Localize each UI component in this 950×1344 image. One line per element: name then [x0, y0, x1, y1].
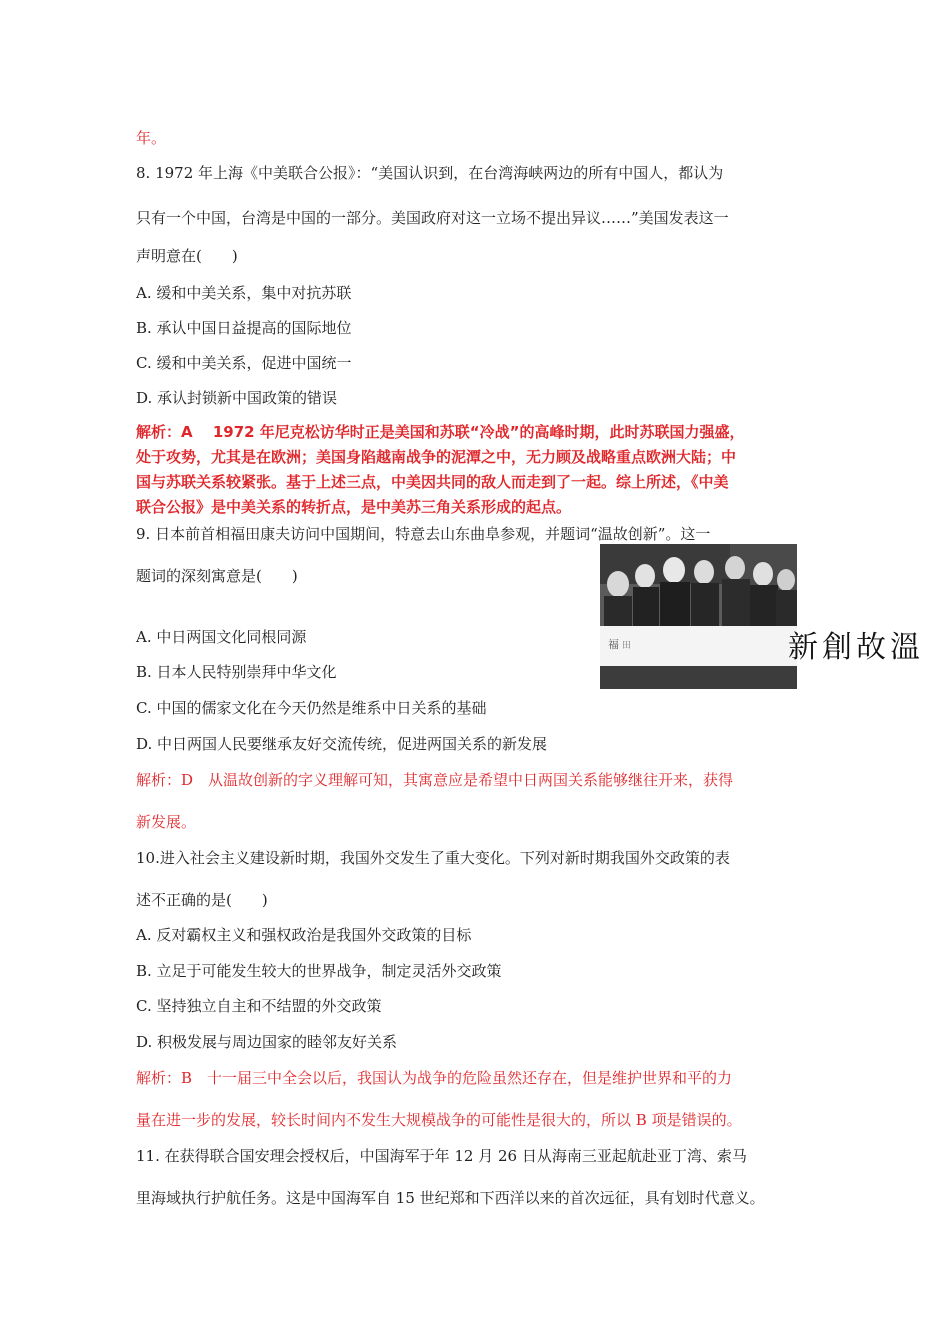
photo-illustration — [600, 544, 924, 689]
answer-8-line: 解析：A 1972 年尼克松访华时正是美国和苏联“冷战”的高峰时期，此时苏联国力强盛， — [136, 423, 745, 441]
text-line: 年。 — [136, 129, 167, 147]
option-a: A. 反对霸权主义和强权政治是我国外交政策的目标 — [136, 926, 472, 944]
option-d: D. 积极发展与周边国家的睦邻友好关系 — [136, 1033, 398, 1051]
option-c: C. 中国的儒家文化在今天仍然是维系中日关系的基础 — [136, 699, 487, 717]
banner-text: 溫故創新 — [788, 630, 924, 665]
option-d: D. 中日两国人民要继承友好交流传统，促进两国关系的新发展 — [136, 735, 548, 753]
answer-8-line: 国与苏联关系较紧张。基于上述三点，中美因共同的敌人而走到了一起。综上所述，《中美 — [136, 473, 729, 491]
question-8-line: 8. 1972 年上海《中美联合公报》：“美国认识到，在台湾海峡两边的所有中国人，都认为 — [136, 164, 724, 182]
answer-10-line: 解析：B 十一届三中全会以后，我国认为战争的危险虽然还存在，但是维护世界和平的力 — [136, 1069, 733, 1087]
question-10-line: 述不正确的是( ) — [136, 891, 268, 909]
answer-9-line: 新发展。 — [136, 813, 197, 831]
question-8-line: 只有一个中国，台湾是中国的一部分。美国政府对这一立场不提出异议……”美国发表这一 — [136, 209, 729, 227]
option-c: C. 缓和中美关系，促进中国统一 — [136, 354, 352, 372]
option-b: B. 日本人民特别崇拜中华文化 — [136, 663, 337, 681]
option-a: A. 中日两国文化同根同源 — [136, 628, 307, 646]
option-d: D. 承认封锁新中国政策的错误 — [136, 389, 338, 407]
question-9-line: 9. 日本前首相福田康夫访问中国期间，特意去山东曲阜参观，并题词“温故创新”。这一 — [136, 525, 711, 543]
option-a: A. 缓和中美关系，集中对抗苏联 — [136, 284, 352, 302]
option-b: B. 承认中国日益提高的国际地位 — [136, 319, 352, 337]
question-8-line: 声明意在( ) — [136, 247, 238, 265]
answer-9-line: 解析：D 从温故创新的字义理解可知，其寓意应是希望中日两国关系能够继往开来，获得 — [136, 771, 734, 789]
question-11-line: 11. 在获得联合国安理会授权后，中国海军于年 12 月 26 日从海南三亚起航赴亚丁湾、索马 — [136, 1147, 747, 1165]
answer-8-line: 联合公报》是中美关系的转折点，是中美苏三角关系形成的起点。 — [136, 498, 572, 516]
svg-text:福: 福 — [608, 638, 619, 651]
option-c: C. 坚持独立自主和不结盟的外交政策 — [136, 997, 382, 1015]
svg-text:田: 田 — [622, 641, 632, 651]
question-9-line: 题词的深刻寓意是( ) — [136, 567, 298, 585]
answer-8-line: 处于攻势，尤其是在欧洲；美国身陷越南战争的泥潭之中，无力顾及战略重点欧洲大陆；中 — [136, 448, 737, 466]
calligraphy-photo — [600, 544, 924, 689]
answer-10-line: 量在进一步的发展，较长时间内不发生大规模战争的可能性是很大的，所以 B 项是错误的。 — [136, 1111, 742, 1129]
question-11-line: 里海域执行护航任务。这是中国海军自 15 世纪郑和下西洋以来的首次远征，具有划时代意义。 — [136, 1189, 765, 1207]
question-10-line: 10.进入社会主义建设新时期，我国外交发生了重大变化。下列对新时期我国外交政策的表 — [136, 849, 730, 867]
option-b: B. 立足于可能发生较大的世界战争，制定灵活外交政策 — [136, 962, 502, 980]
